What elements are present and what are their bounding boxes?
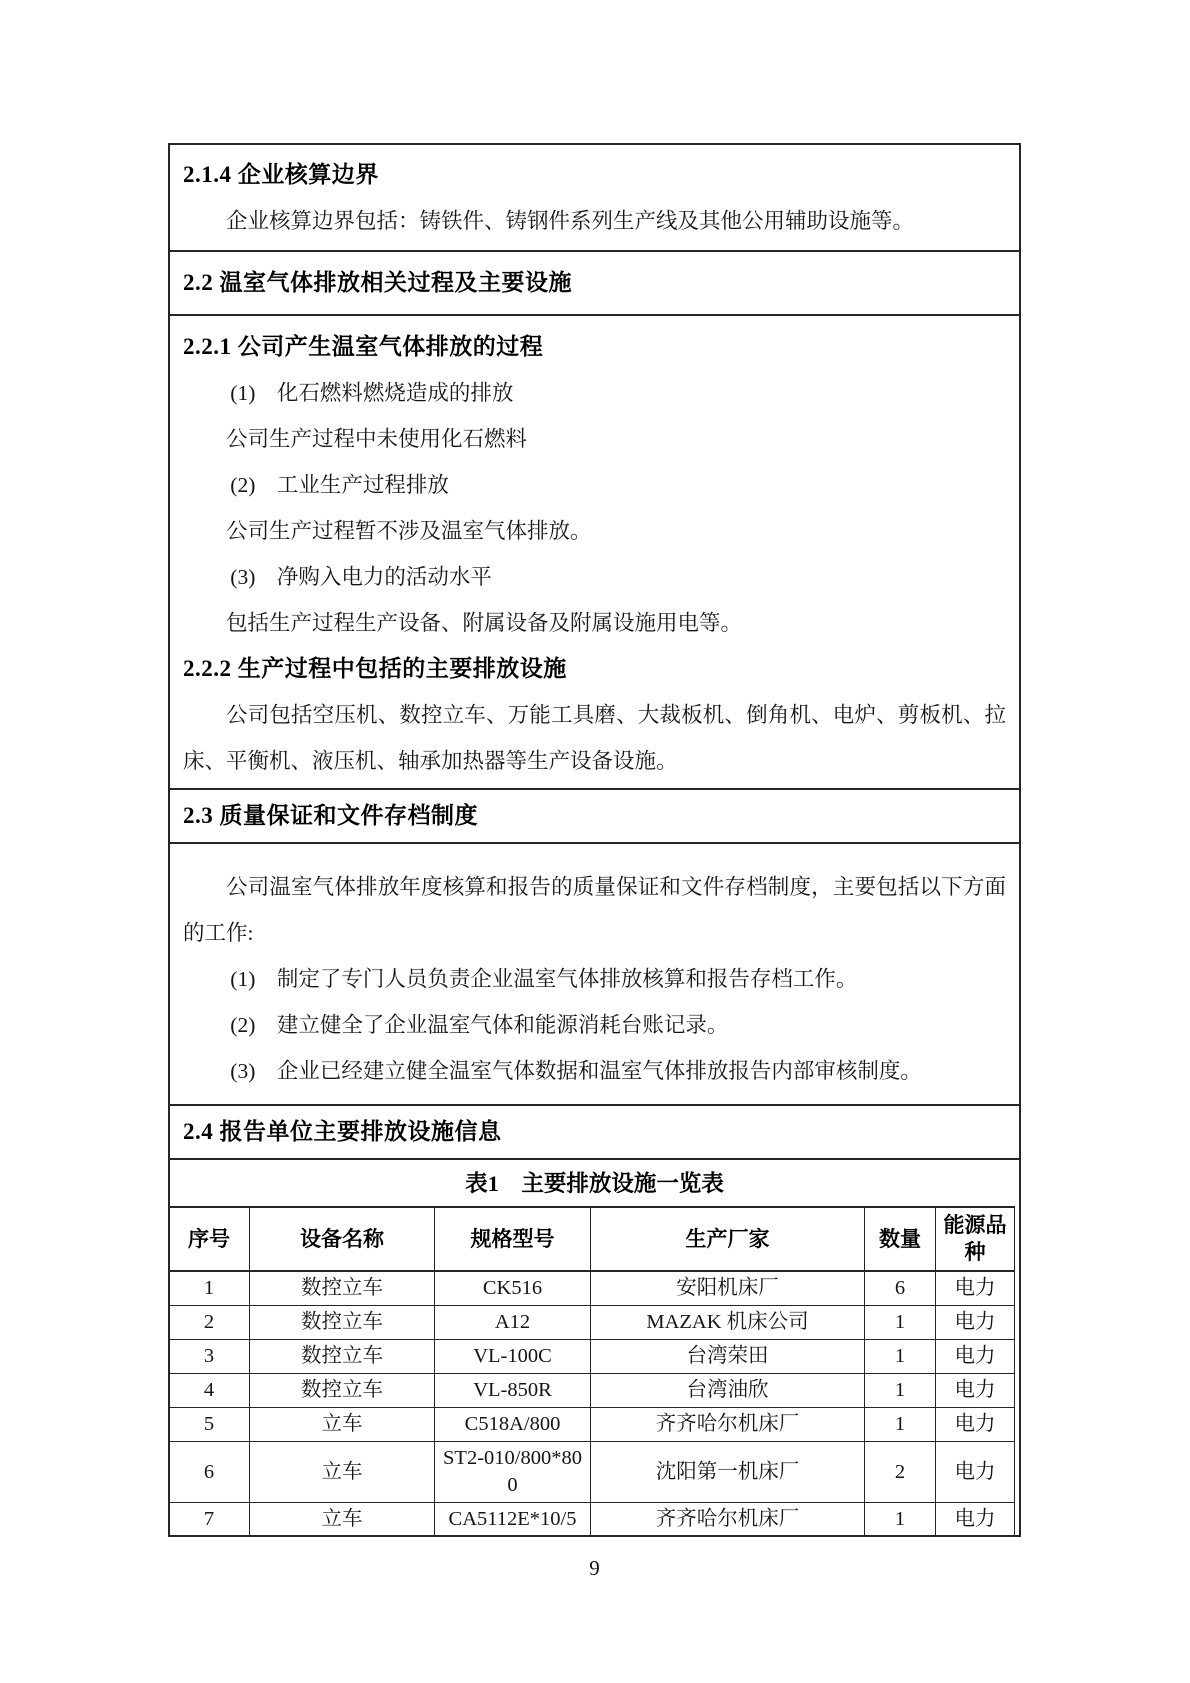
qa-list-item-1: (1) 制定了专门人员负责企业温室气体排放核算和报告存档工作。 (230, 967, 858, 991)
section-2-1-4 (170, 145, 1019, 252)
section-heading-2-3: 2.3 质量保证和文件存档制度 (183, 803, 478, 828)
section-2-1-4-paragraph: 企业核算边界包括：铸铁件、铸钢件系列生产线及其他公用辅助设施等。 (226, 209, 915, 233)
section-heading-2-2-2: 2.2.2 生产过程中包括的主要排放设施 (183, 656, 567, 681)
section-2-3-content (170, 844, 1019, 1106)
document-frame (168, 143, 1021, 1537)
table-header-row (170, 1207, 1015, 1271)
cell-spec-model: CK516 (435, 1271, 591, 1306)
cell-device-name: 立车 (250, 1503, 435, 1536)
section-2-2-2-paragraph: 公司包括空压机、数控立车、万能工具磨、大裁板机、倒角机、电炉、剪板机、拉床、平衡机、液压机、轴承加热器等生产设备设施。 (183, 703, 1006, 773)
table-row (170, 1442, 1015, 1503)
section-heading-2-4: 2.4 报告单位主要排放设施信息 (183, 1119, 502, 1144)
header-energy-type: 能源品种 (936, 1207, 1015, 1271)
cell-energy-type: 电力 (936, 1374, 1015, 1408)
list-item-3: (3) 净购入电力的活动水平 (230, 565, 492, 589)
section-2-3 (170, 790, 1019, 844)
cell-device-name: 数控立车 (250, 1374, 435, 1408)
cell-seq: 7 (170, 1503, 250, 1536)
table-row (170, 1503, 1015, 1536)
section-heading-2-2: 2.2 温室气体排放相关过程及主要设施 (183, 270, 572, 295)
cell-seq: 5 (170, 1408, 250, 1442)
table-title: 表1 主要排放设施一览表 (465, 1171, 724, 1196)
page-number: 9 (589, 1556, 600, 1580)
header-seq: 序号 (170, 1207, 250, 1271)
section-2-3-paragraph: 公司温室气体排放年度核算和报告的质量保证和文件存档制度，主要包括以下方面的工作: (183, 875, 1006, 945)
cell-seq: 3 (170, 1340, 250, 1374)
cell-seq: 6 (170, 1442, 250, 1503)
cell-energy-type: 电力 (936, 1442, 1015, 1503)
section-2-4 (170, 1106, 1019, 1160)
table-row (170, 1340, 1015, 1374)
paragraph-fossil-fuel: 公司生产过程中未使用化石燃料 (226, 427, 528, 451)
equipment-table (170, 1206, 1015, 1535)
table-row (170, 1306, 1015, 1340)
list-item-2: (2) 工业生产过程排放 (230, 473, 449, 497)
header-device-name: 设备名称 (250, 1207, 435, 1271)
cell-spec-model: VL-100C (435, 1340, 591, 1374)
cell-device-name: 立车 (250, 1408, 435, 1442)
table-row (170, 1271, 1015, 1306)
section-2-2 (170, 252, 1019, 316)
cell-quantity: 1 (865, 1306, 936, 1340)
cell-device-name: 数控立车 (250, 1340, 435, 1374)
equipment-table-head (170, 1207, 1015, 1271)
cell-device-name: 数控立车 (250, 1306, 435, 1340)
cell-manufacturer: MAZAK 机床公司 (591, 1306, 865, 1340)
table-row (170, 1374, 1015, 1408)
cell-quantity: 1 (865, 1503, 936, 1536)
qa-list-item-2: (2) 建立健全了企业温室气体和能源消耗台账记录。 (230, 1013, 729, 1037)
cell-seq: 4 (170, 1374, 250, 1408)
cell-manufacturer: 齐齐哈尔机床厂 (591, 1503, 865, 1536)
cell-manufacturer: 齐齐哈尔机床厂 (591, 1408, 865, 1442)
cell-quantity: 6 (865, 1271, 936, 1306)
list-item-1: (1) 化石燃料燃烧造成的排放 (230, 381, 514, 405)
cell-spec-model: A12 (435, 1306, 591, 1340)
cell-quantity: 1 (865, 1408, 936, 1442)
header-manufacturer: 生产厂家 (591, 1207, 865, 1271)
table-row (170, 1408, 1015, 1442)
cell-quantity: 1 (865, 1374, 936, 1408)
cell-manufacturer: 台湾荣田 (591, 1340, 865, 1374)
cell-manufacturer: 沈阳第一机床厂 (591, 1442, 865, 1503)
cell-quantity: 1 (865, 1340, 936, 1374)
cell-energy-type: 电力 (936, 1340, 1015, 1374)
cell-seq: 1 (170, 1271, 250, 1306)
cell-energy-type: 电力 (936, 1408, 1015, 1442)
cell-energy-type: 电力 (936, 1503, 1015, 1536)
cell-device-name: 数控立车 (250, 1271, 435, 1306)
header-spec-model: 规格型号 (435, 1207, 591, 1271)
header-quantity: 数量 (865, 1207, 936, 1271)
qa-list-item-3: (3) 企业已经建立健全温室气体数据和温室气体排放报告内部审核制度。 (230, 1059, 922, 1083)
cell-manufacturer: 台湾油欣 (591, 1374, 865, 1408)
cell-spec-model: ST2-010/800*800 (435, 1442, 591, 1503)
equipment-table-body (170, 1271, 1015, 1535)
cell-spec-model: C518A/800 (435, 1408, 591, 1442)
paragraph-industrial-process: 公司生产过程暂不涉及温室气体排放。 (226, 519, 592, 543)
cell-manufacturer: 安阳机床厂 (591, 1271, 865, 1306)
section-heading-2-2-1: 2.2.1 公司产生温室气体排放的过程 (183, 334, 544, 359)
cell-spec-model: CA5112E*10/5 (435, 1503, 591, 1536)
section-table (170, 1160, 1019, 1535)
section-2-2-1-and-2-2-2 (170, 316, 1019, 790)
section-heading-2-1-4: 2.1.4 企业核算边界 (183, 162, 379, 187)
cell-energy-type: 电力 (936, 1306, 1015, 1340)
paragraph-purchased-electricity: 包括生产过程生产设备、附属设备及附属设施用电等。 (226, 611, 743, 635)
cell-quantity: 2 (865, 1442, 936, 1503)
cell-seq: 2 (170, 1306, 250, 1340)
cell-energy-type: 电力 (936, 1271, 1015, 1306)
cell-device-name: 立车 (250, 1442, 435, 1503)
cell-spec-model: VL-850R (435, 1374, 591, 1408)
